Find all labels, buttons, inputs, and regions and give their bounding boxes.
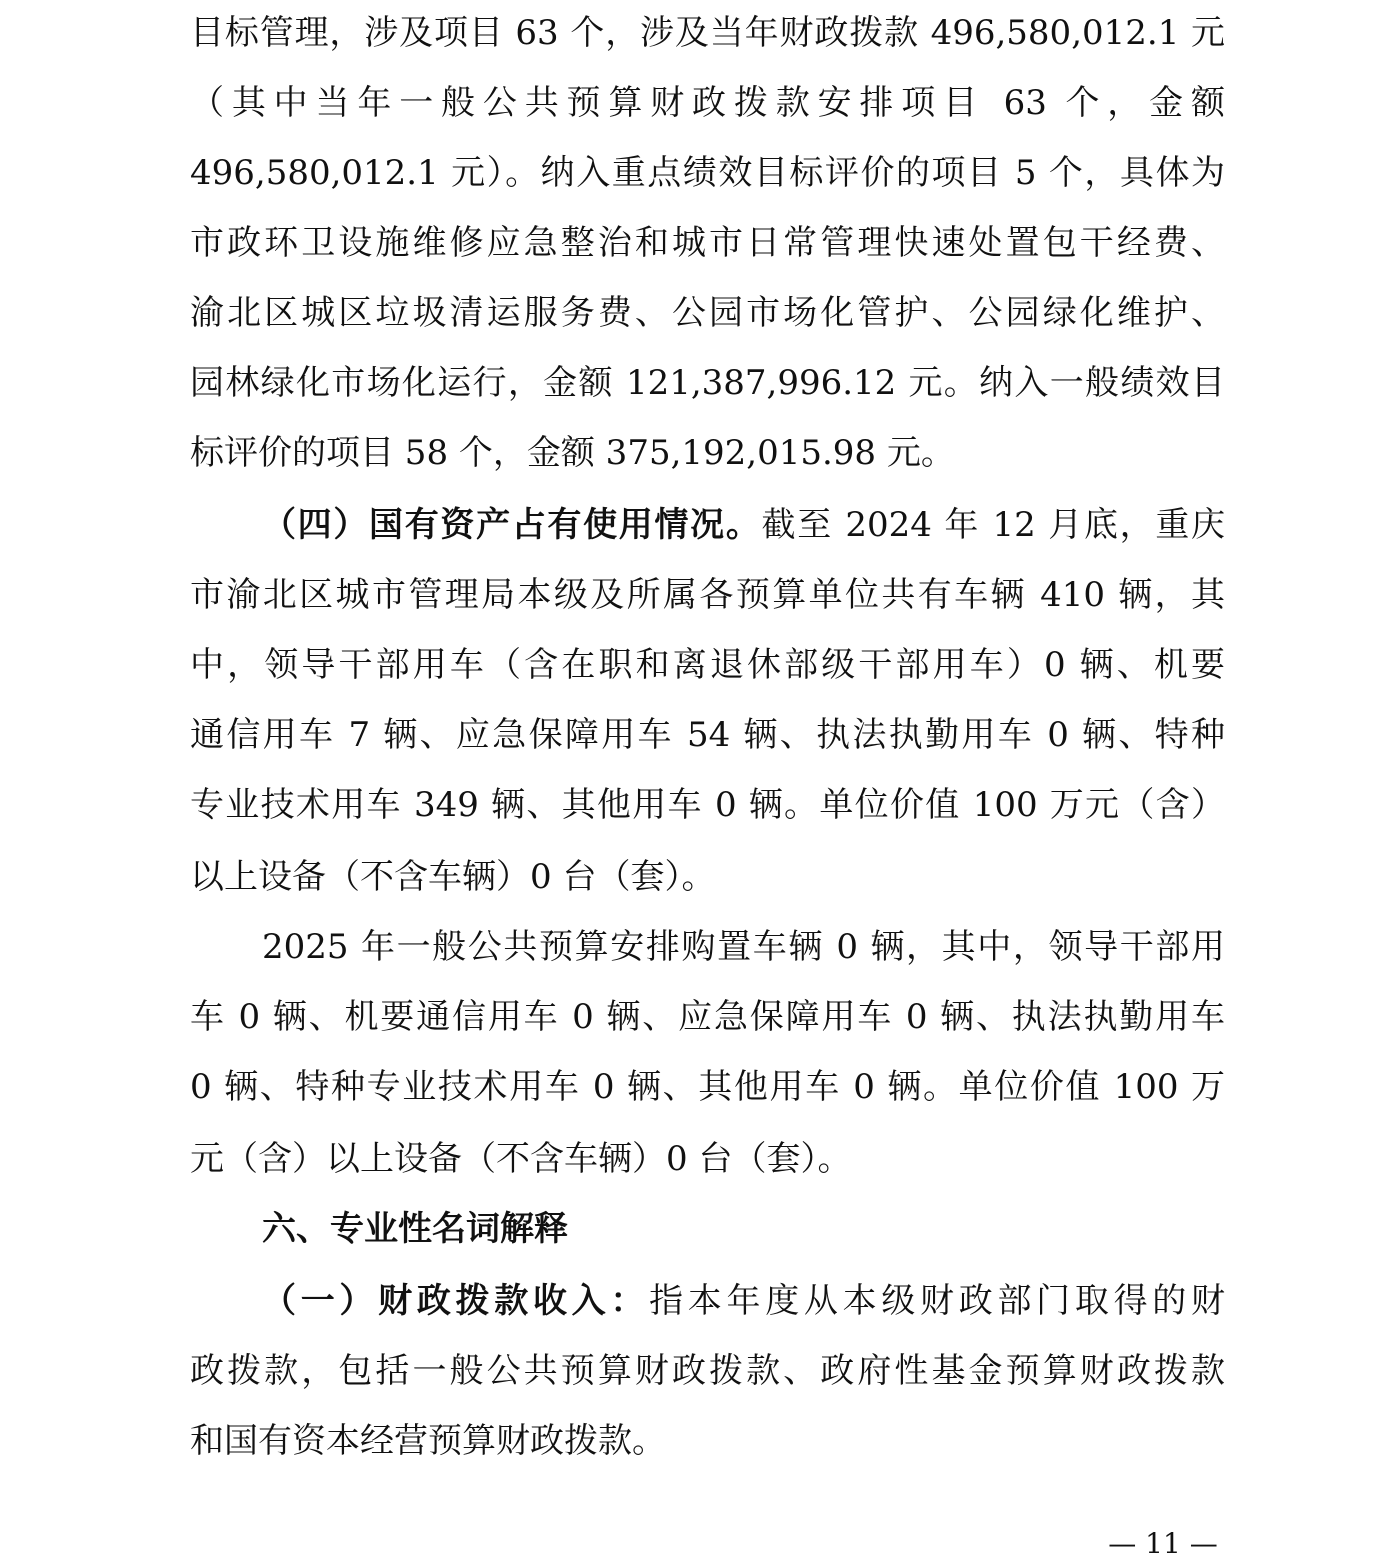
text-line: 专业技术用车 349 辆、其他用车 0 辆。单位价值 100 万元（含） [190, 785, 1225, 825]
text-line: 市渝北区城市管理局本级及所属各预算单位共有车辆 410 辆，其 [190, 575, 1225, 615]
text-line: 通信用车 7 辆、应急保障用车 54 辆、执法执勤用车 0 辆、特种 [190, 715, 1225, 755]
text-line: 0 辆、特种专业技术用车 0 辆、其他用车 0 辆。单位价值 100 万 [190, 1067, 1225, 1107]
section-heading: 六、专业性名词解释 [262, 1209, 568, 1249]
text-line: 车 0 辆、机要通信用车 0 辆、应急保障用车 0 辆、执法执勤用车 [190, 997, 1225, 1037]
subsection-lead: （四）国有资产占有使用情况。 [262, 505, 762, 545]
text-line: 渝北区城区垃圾清运服务费、公园市场化管护、公园绿化维护、 [190, 293, 1225, 333]
text-run: 截至 2024 年 12 月底，重庆 [761, 505, 1226, 545]
paragraph-first-line: 2025 年一般公共预算安排购置车辆 0 辆，其中，领导干部用 [262, 927, 1225, 967]
page-number: — 11 — [1108, 1527, 1218, 1560]
text-line: 496,580,012.1 元）。纳入重点绩效目标评价的项目 5 个，具体为 [190, 153, 1225, 193]
text-line: 和国有资本经营预算财政拨款。 [190, 1421, 666, 1461]
text-line: （其中当年一般公共预算财政拨款安排项目 63 个，金额 [190, 83, 1225, 123]
text-line: 目标管理，涉及项目 63 个，涉及当年财政拨款 496,580,012.1 元 [190, 13, 1225, 53]
paragraph-first-line [262, 1266, 1225, 1336]
text-run: 指本年度从本级财政部门取得的财 [649, 1281, 1226, 1321]
text-line: 市政环卫设施维修应急整治和城市日常管理快速处置包干经费、 [190, 223, 1225, 263]
text-line: 政拨款，包括一般公共预算财政拨款、政府性基金预算财政拨款 [190, 1351, 1225, 1391]
text-line: 元（含）以上设备（不含车辆）0 台（套）。 [190, 1139, 852, 1179]
text-line: 中，领导干部用车（含在职和离退休部级干部用车）0 辆、机要 [190, 645, 1225, 685]
text-line: 园林绿化市场化运行，金额 121,387,996.12 元。纳入一般绩效目 [190, 363, 1225, 403]
text-line: 标评价的项目 58 个，金额 375,192,015.98 元。 [190, 433, 955, 473]
text-line: 以上设备（不含车辆）0 台（套）。 [190, 857, 716, 897]
term-lead: （一）财政拨款收入： [262, 1281, 650, 1321]
paragraph-first-line [262, 490, 1225, 560]
